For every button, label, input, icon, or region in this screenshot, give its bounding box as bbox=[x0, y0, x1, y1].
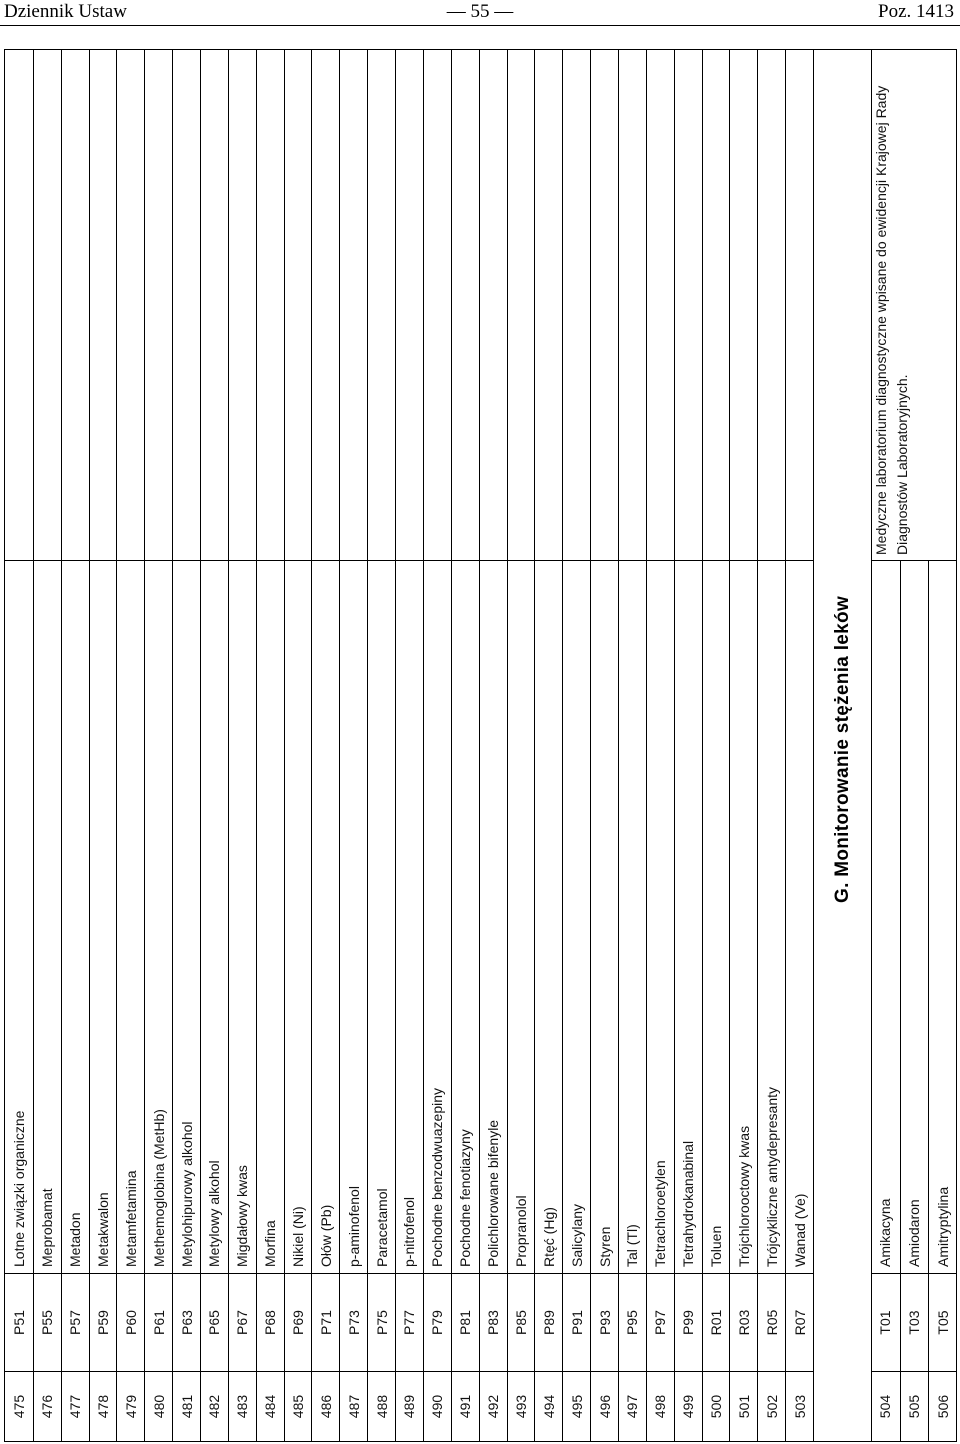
row-code: P79 bbox=[424, 1273, 451, 1371]
row-name: Morfina bbox=[262, 1220, 279, 1267]
row-name: Tetrachloroetylen bbox=[652, 1160, 669, 1267]
row-code: P99 bbox=[675, 1273, 702, 1371]
table-row bbox=[200, 49, 228, 1441]
row-number: 487 bbox=[340, 1371, 367, 1441]
row-code: P97 bbox=[647, 1273, 674, 1371]
row-code: P81 bbox=[452, 1273, 479, 1371]
table-row bbox=[423, 49, 451, 1441]
header-rule bbox=[0, 25, 960, 26]
table-row bbox=[89, 49, 117, 1441]
table-row bbox=[144, 49, 172, 1441]
row-name: Pochodne benzodwuazepiny bbox=[429, 1087, 446, 1267]
table-row bbox=[729, 49, 757, 1441]
row-number: 480 bbox=[145, 1371, 172, 1441]
table-row bbox=[900, 561, 929, 1441]
table-row bbox=[451, 49, 479, 1441]
row-code: P95 bbox=[619, 1273, 646, 1371]
row-number: 479 bbox=[117, 1371, 144, 1441]
substance-rows bbox=[5, 49, 813, 1441]
row-name: Tetrahydrokanabinal bbox=[680, 1140, 697, 1267]
row-code: P75 bbox=[368, 1273, 395, 1371]
lab-column-border bbox=[871, 560, 957, 561]
row-code: P63 bbox=[173, 1273, 200, 1371]
row-number: 482 bbox=[201, 1371, 228, 1441]
row-code: P73 bbox=[340, 1273, 367, 1371]
row-number: 505 bbox=[901, 1371, 929, 1441]
row-number: 498 bbox=[647, 1371, 674, 1441]
table-row bbox=[33, 49, 61, 1441]
table-row bbox=[507, 49, 535, 1441]
row-name: Amitryptylina bbox=[935, 1186, 952, 1267]
row-code: P89 bbox=[535, 1273, 562, 1371]
row-number: 504 bbox=[871, 1371, 900, 1441]
table-row bbox=[702, 49, 730, 1441]
section-header-row bbox=[813, 49, 871, 1441]
row-name: Metamfetamina bbox=[122, 1170, 139, 1267]
row-name: Metakwalon bbox=[95, 1192, 111, 1267]
row-name: Amiodaron bbox=[906, 1199, 923, 1267]
table-row bbox=[228, 49, 256, 1441]
row-number: 481 bbox=[173, 1371, 200, 1441]
row-name: Metylowy alkohol bbox=[206, 1160, 223, 1267]
section-bottom-border bbox=[871, 49, 872, 1441]
row-number: 486 bbox=[312, 1371, 339, 1441]
table-row bbox=[5, 49, 33, 1441]
row-code: P77 bbox=[396, 1273, 423, 1371]
row-name: Ołów (Pb) bbox=[317, 1204, 334, 1267]
table-row bbox=[871, 561, 900, 1441]
row-name: Salicylany bbox=[568, 1203, 585, 1267]
row-code: P67 bbox=[229, 1273, 256, 1371]
table-row bbox=[757, 49, 785, 1441]
row-name: Polichlorowane bifenyle bbox=[485, 1119, 502, 1267]
row-number: 500 bbox=[703, 1371, 730, 1441]
row-number: 494 bbox=[535, 1371, 562, 1441]
row-name: Methemoglobina (MetHb) bbox=[150, 1109, 167, 1267]
table-row bbox=[479, 49, 507, 1441]
drug-monitoring-rows bbox=[871, 49, 957, 1441]
row-number: 497 bbox=[619, 1371, 646, 1441]
row-code: R05 bbox=[758, 1273, 785, 1371]
rotated-table bbox=[5, 49, 957, 1441]
table-row bbox=[534, 49, 562, 1441]
row-name: Trójchlorooctowy kwas bbox=[735, 1125, 752, 1267]
row-code: P91 bbox=[563, 1273, 590, 1371]
row-number: 477 bbox=[62, 1371, 89, 1441]
row-code: P60 bbox=[117, 1273, 144, 1371]
row-code: P59 bbox=[90, 1273, 117, 1371]
row-code: P85 bbox=[508, 1273, 535, 1371]
row-number: 495 bbox=[563, 1371, 590, 1441]
position-number: Poz. 1413 bbox=[878, 1, 954, 22]
row-code: T05 bbox=[929, 1273, 957, 1371]
row-name: Migdałowy kwas bbox=[234, 1165, 251, 1267]
row-name: Nikiel (Ni) bbox=[290, 1206, 307, 1267]
row-name: Meprobamat bbox=[39, 1188, 56, 1267]
table-row bbox=[284, 49, 312, 1441]
table-row bbox=[311, 49, 339, 1441]
row-number: 475 bbox=[5, 1371, 33, 1441]
table-row bbox=[590, 49, 618, 1441]
row-name: p-nitrofenol bbox=[401, 1196, 418, 1267]
row-name: p-aminofenol bbox=[345, 1186, 362, 1267]
row-number: 493 bbox=[508, 1371, 535, 1441]
row-name: Wanad (Ve) bbox=[791, 1193, 808, 1267]
row-name: Lotne związki organiczne bbox=[10, 1110, 27, 1267]
row-number: 506 bbox=[929, 1371, 957, 1441]
row-code: P57 bbox=[62, 1273, 89, 1371]
row-code: P93 bbox=[591, 1273, 618, 1371]
row-code: P55 bbox=[34, 1273, 61, 1371]
row-code: T01 bbox=[871, 1273, 900, 1371]
table-row bbox=[562, 49, 590, 1441]
row-code: T03 bbox=[901, 1273, 929, 1371]
table-row bbox=[256, 49, 284, 1441]
row-number: 476 bbox=[34, 1371, 61, 1441]
row-code: R07 bbox=[786, 1273, 813, 1371]
row-number: 502 bbox=[758, 1371, 785, 1441]
table-row bbox=[928, 561, 957, 1441]
page-header bbox=[0, 0, 960, 28]
row-name: Rtęć (Hg) bbox=[540, 1207, 557, 1267]
row-number: 490 bbox=[424, 1371, 451, 1441]
row-number: 489 bbox=[396, 1371, 423, 1441]
section-title: G. Monitorowanie stężenia leków bbox=[832, 595, 853, 903]
table-row bbox=[674, 49, 702, 1441]
row-number: 483 bbox=[229, 1371, 256, 1441]
table-row bbox=[646, 49, 674, 1441]
table-row bbox=[116, 49, 144, 1441]
row-code: P51 bbox=[5, 1273, 33, 1371]
row-number: 485 bbox=[285, 1371, 312, 1441]
row-code: R03 bbox=[730, 1273, 757, 1371]
row-name: Amikacyna bbox=[877, 1198, 894, 1267]
row-number: 501 bbox=[730, 1371, 757, 1441]
row-name: Paracetamol bbox=[373, 1188, 390, 1267]
row-name: Trójcykliczne antydepresanty bbox=[763, 1086, 780, 1267]
row-number: 496 bbox=[591, 1371, 618, 1441]
row-code: R01 bbox=[703, 1273, 730, 1371]
table-row bbox=[367, 49, 395, 1441]
page-number: — 55 — bbox=[446, 1, 514, 22]
row-number: 492 bbox=[480, 1371, 507, 1441]
table-row bbox=[172, 49, 200, 1441]
table-row bbox=[785, 49, 813, 1441]
row-number: 484 bbox=[257, 1371, 284, 1441]
row-code: P69 bbox=[285, 1273, 312, 1371]
row-name: Metylohipurowy alkohol bbox=[178, 1121, 195, 1267]
row-number: 478 bbox=[90, 1371, 117, 1441]
row-code: P68 bbox=[257, 1273, 284, 1371]
row-code: P61 bbox=[145, 1273, 172, 1371]
journal-title: Dziennik Ustaw bbox=[4, 1, 127, 22]
row-name: Tal (Tl) bbox=[624, 1224, 641, 1267]
table-row bbox=[618, 49, 646, 1441]
row-number: 491 bbox=[452, 1371, 479, 1441]
lab-requirement-text: Medyczne laboratorium diagnostyczne wpisane do ewidencji Krajowej Rady Diagnostów Laboratoryjnych. bbox=[873, 85, 910, 555]
row-name: Pochodne fenotiazyny bbox=[457, 1129, 474, 1267]
row-code: P71 bbox=[312, 1273, 339, 1371]
table-row bbox=[61, 49, 89, 1441]
row-name: Propranolol bbox=[512, 1195, 529, 1267]
row-code: P65 bbox=[201, 1273, 228, 1371]
row-code: P83 bbox=[480, 1273, 507, 1371]
row-name: Toluen bbox=[707, 1225, 724, 1267]
table-row bbox=[339, 49, 367, 1441]
row-number: 488 bbox=[368, 1371, 395, 1441]
row-name: Styren bbox=[596, 1226, 613, 1267]
row-name: Metadon bbox=[67, 1212, 84, 1267]
row-number: 499 bbox=[675, 1371, 702, 1441]
table-row bbox=[395, 49, 423, 1441]
row-number: 503 bbox=[786, 1371, 813, 1441]
